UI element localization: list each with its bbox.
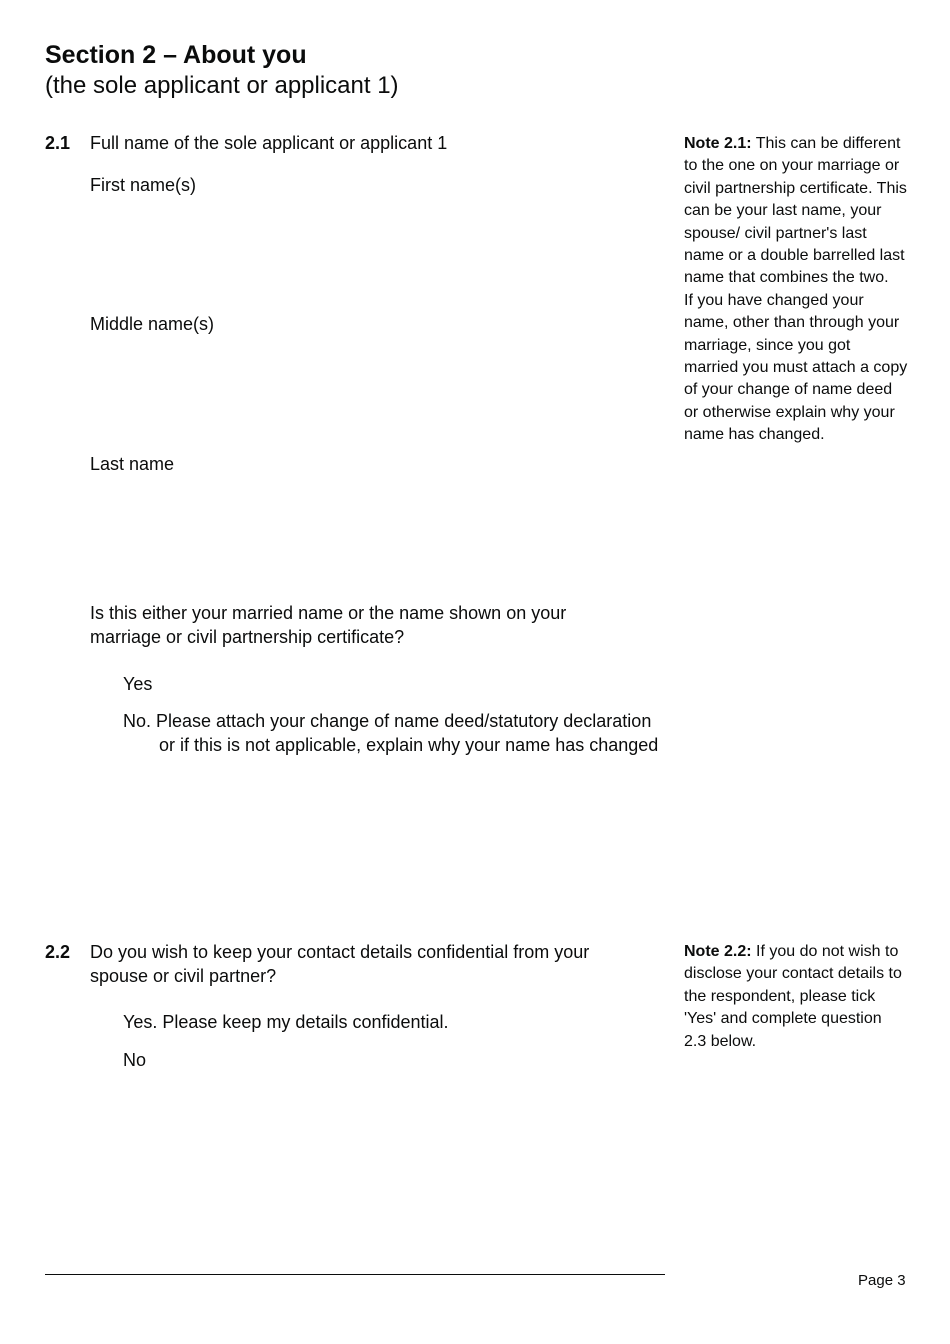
married-name-option-yes[interactable]: Yes [123,674,153,694]
note-2-1-text-2: If you have changed your name, other than through your marriage, since you got married you must attach a copy of your change of name deed or otherwise explain why your name has changed. [684,291,908,444]
married-name-question: Is this either your married name or the name shown on your marriage or civil partnership certificate? [90,603,567,647]
question-2-1-number: 2.1 [45,133,71,153]
page-number: Page 3 [858,1272,906,1289]
note-2-1 [684,133,908,447]
note-2-1-label: Note 2.1: [684,135,752,152]
confidential-option-no[interactable]: No [123,1050,147,1070]
note-2-2 [684,941,908,1053]
footer-rule [45,1274,665,1275]
question-2-1-text: Full name of the sole applicant or applicant 1 [90,133,448,153]
section-subtitle: (the sole applicant or applicant 1) [45,72,399,99]
confidential-option-yes[interactable]: Yes. Please keep my details confidential. [123,1012,449,1032]
note-2-1-text: This can be different to the one on your marriage or civil partnership certificate. This can be your last name, your spouse/ civil partner's last name or a double barrelled last name that combines the two. [684,135,907,287]
note-2-2-label: Note 2.2: [684,943,752,960]
middle-name-label: Middle name(s) [90,314,215,334]
question-2-2-number: 2.2 [45,942,71,962]
question-2-2-text: Do you wish to keep your contact details confidential from your spouse or civil partner? [90,942,590,986]
section-title: Section 2 – About you [45,41,307,69]
last-name-label: Last name [90,454,175,474]
first-name-label: First name(s) [90,175,197,195]
note-2-2-text: If you do not wish to disclose your contact details to the respondent, please tick 'Yes' and complete question 2.3 below. [684,943,902,1050]
married-name-option-no[interactable]: No. Please attach your change of name deed/statutory declaration or if this is not applicable, explain why your name has changed [123,711,659,755]
